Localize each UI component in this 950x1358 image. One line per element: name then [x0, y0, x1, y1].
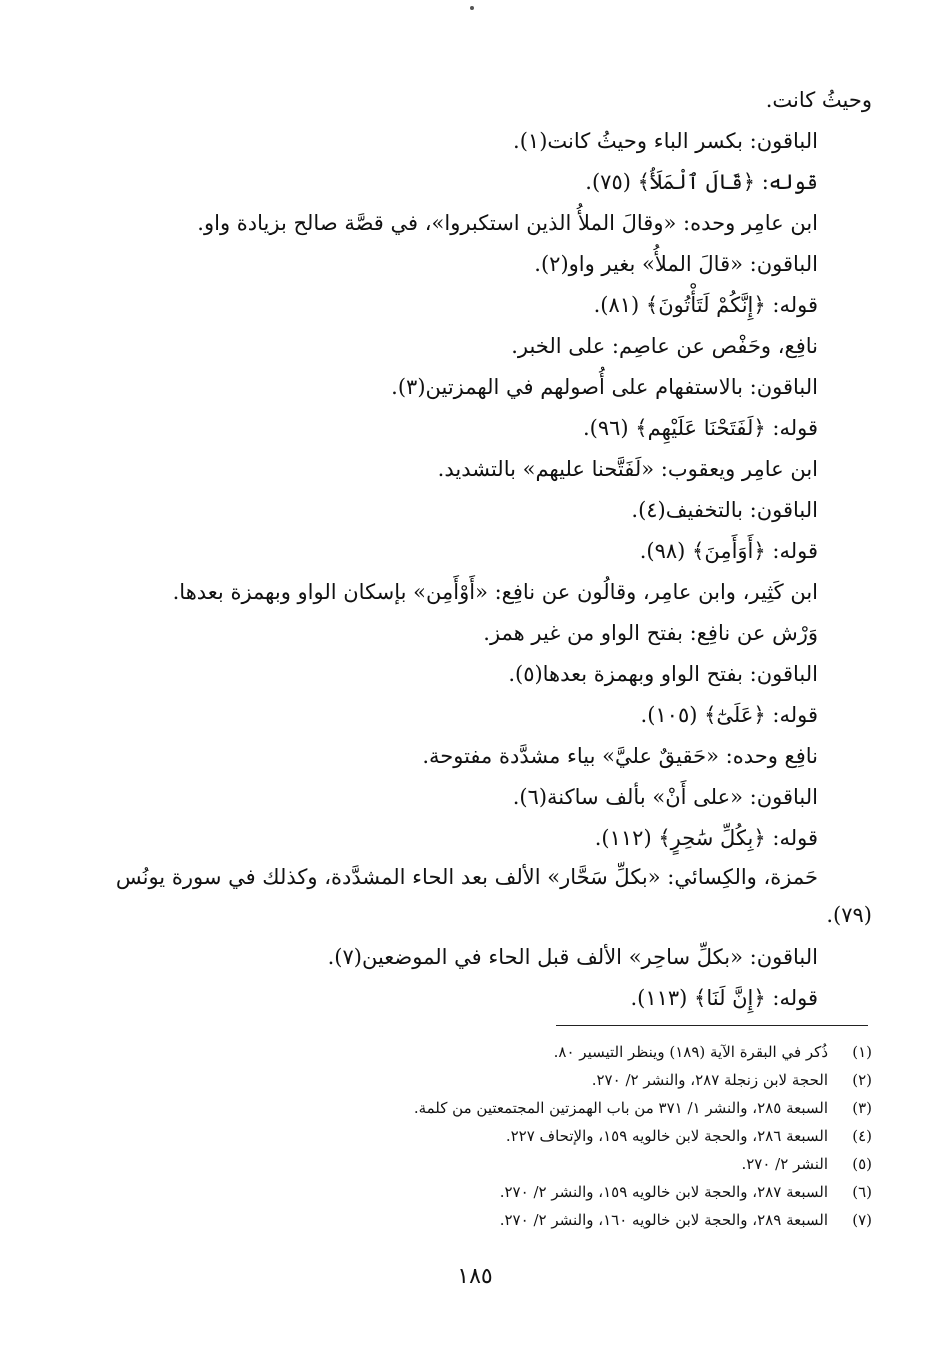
footnote	[500, 1180, 872, 1204]
footnote-text: ذُكر في البقرة الآية (١٨٩) وينظر التيسير ٨٠.	[553, 1043, 828, 1061]
text-line: قوله: ﴿لَفَتَحْنَا عَلَيْهِم﴾ (٩٦).	[582, 416, 818, 440]
footnote-text: السبعة ٢٨٧، والحجة لابن خالويه ١٥٩، والنشر ٢/ ٢٧٠.	[499, 1183, 828, 1201]
footnote-text: السبعة ٢٨٦، والحجة لابن خالويه ١٥٩، والإتحاف ٢٢٧.	[505, 1127, 828, 1145]
footnote-text: السبعة ٢٨٥، والنشر ١/ ٣٧١ من باب الهمزتين المجتمعتين من كلمة.	[413, 1099, 828, 1117]
footnote	[741, 1152, 872, 1176]
text-line: قوله: ﴿أَوَأَمِنَ﴾ (٩٨).	[639, 539, 818, 563]
footnote-text: السبعة ٢٨٩، والحجة لابن خالويه ١٦٠، والنشر ٢/ ٢٧٠.	[499, 1211, 828, 1229]
top-mark	[470, 6, 474, 10]
text-line: قوله: ﴿إِنَّ لَنَا﴾ (١١٣).	[630, 986, 818, 1010]
footnote-number: (٧)	[852, 1211, 872, 1229]
text-line: قوله: ﴿إِنَّكُمْ لَتَأْتُونَ﴾ (٨١).	[593, 293, 818, 317]
text-line: وحيثُ كانت.	[765, 88, 872, 112]
footnote-divider	[556, 1025, 868, 1026]
text-line: الباقون: «بكلِّ ساحِر» الألف قبل الحاء في الموضعين(٧).	[327, 945, 818, 969]
text-line: نافِع، وحَفْص عن عاصِم: على الخبر.	[511, 334, 818, 358]
text-line: ابن عامِر وحده: «وقالَ الملأُ الذين استكبروا»، في قصَّة صالح بزيادة واو.	[197, 211, 818, 235]
footnote-text: النشر ٢/ ٢٧٠.	[741, 1155, 828, 1173]
footnote	[554, 1040, 872, 1064]
text-line: الباقون: بفتح الواو وبهمزة بعدها(٥).	[508, 662, 818, 686]
footnote-number: (٦)	[852, 1183, 872, 1201]
text-line: قوله: ﴿بِكُلِّ سَٰحِرٍ﴾ (١١٢).	[594, 826, 818, 850]
footnote	[500, 1208, 872, 1232]
page-number: ١٨٥	[457, 1264, 493, 1289]
text-line: ابن كَثِير، وابن عامِر، وقالُون عن نافِع: «أَوْأَمِن» بإسكان الواو وبهمزة بعدها.	[172, 580, 818, 604]
text-line: حَمزة، والكِسائي: «بكلِّ سَحَّار» الألف بعد الحاء المشدَّدة، وكذلك في سورة يونُس	[115, 865, 818, 889]
text-line: وَرْش عن نافِع: بفتح الواو من غير همز.	[483, 621, 818, 645]
footnote	[506, 1124, 872, 1148]
text-line: نافِع وحده: «حَقيقٌ عليَّ» بياء مشدَّدة مفتوحة.	[422, 744, 818, 768]
footnote	[414, 1096, 872, 1120]
text-line: قوله: ﴿قَالَ ٱلْمَلَأُ﴾ (٧٥).	[585, 170, 818, 194]
text-line: (٧٩).	[826, 903, 872, 927]
footnote-number: (٤)	[852, 1127, 872, 1145]
footnote-number: (٢)	[852, 1071, 872, 1089]
footnote-text: الحجة لابن زنجلة ٢٨٧، والنشر ٢/ ٢٧٠.	[591, 1071, 828, 1089]
text-line: الباقون: «على أَنْ» بألف ساكنة(٦).	[512, 785, 818, 809]
text-line: الباقون: «قالَ الملأُ» بغير واو(٢).	[534, 252, 818, 276]
footnote-number: (١)	[852, 1043, 872, 1061]
footnote-number: (٣)	[852, 1099, 872, 1117]
text-line: الباقون: بالتخفيف(٤).	[631, 498, 818, 522]
footnote-number: (٥)	[852, 1155, 872, 1173]
text-line: الباقون: بالاستفهام على أُصولهم في الهمزتين(٣).	[391, 375, 818, 399]
text-line: قوله: ﴿عَلَىٰٓ﴾ (١٠٥).	[640, 703, 818, 727]
text-line: ابن عامِر ويعقوب: «لَفَتَّحنا عليهم» بالتشديد.	[437, 457, 818, 481]
footnote	[592, 1068, 872, 1092]
text-line: الباقون: بكسر الباء وحيثُ كانت(١).	[513, 129, 818, 153]
